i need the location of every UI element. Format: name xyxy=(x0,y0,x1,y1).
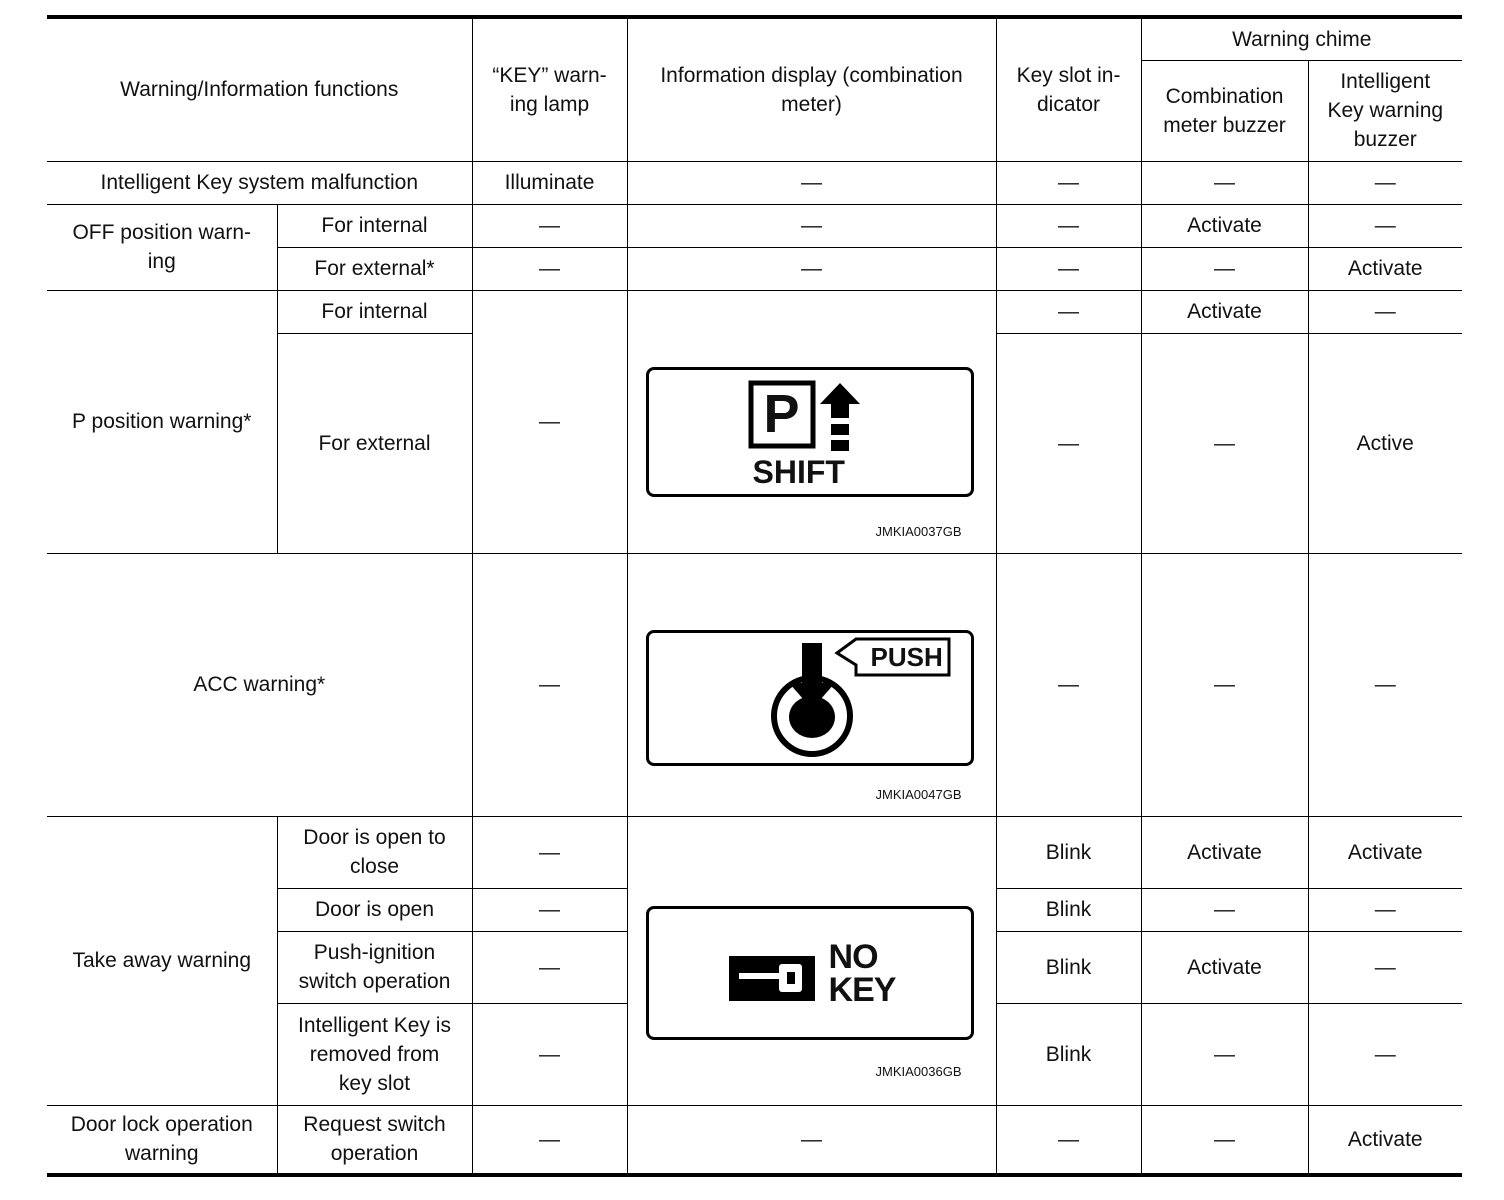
ik-buzzer-value: — xyxy=(1308,1003,1462,1105)
key-icon xyxy=(649,909,971,1037)
figure-code: JMKIA0047GB xyxy=(875,786,962,802)
nokey-line-1: NO xyxy=(828,937,878,976)
ik-buzzer-value: — xyxy=(1308,290,1462,333)
condition-label: Intelligent Key is removed from key slot xyxy=(277,1003,472,1105)
combo-buzzer-value: — xyxy=(1141,247,1308,290)
key-lamp-value: — xyxy=(472,553,627,816)
table-row xyxy=(47,290,1462,333)
combo-buzzer-value: Activate xyxy=(1141,290,1308,333)
combo-buzzer-value: — xyxy=(1141,1003,1308,1105)
nokey-line-2: KEY xyxy=(828,970,896,1009)
header-combination-buzzer: Combination meter buzzer xyxy=(1141,60,1308,161)
key-slot-value: Blink xyxy=(996,931,1141,1003)
key-slot-value: — xyxy=(996,333,1141,553)
condition-label: For internal xyxy=(277,204,472,247)
display-value: — xyxy=(627,204,996,247)
condition-label: Push-ignition switch operation xyxy=(277,931,472,1003)
key-slot-value: Blink xyxy=(996,816,1141,888)
function-label: OFF position warn-ing xyxy=(47,204,277,290)
display-figure-cell xyxy=(627,290,996,553)
ik-buzzer-value: Activate xyxy=(1308,247,1462,290)
function-label: ACC warning* xyxy=(47,553,472,816)
key-slot-value: — xyxy=(996,553,1141,816)
header-key-slot: Key slot in-dicator xyxy=(996,17,1141,161)
key-slot-value: — xyxy=(996,161,1141,204)
key-slot-value: — xyxy=(996,290,1141,333)
key-lamp-value: — xyxy=(472,816,627,888)
key-lamp-value: — xyxy=(472,290,627,553)
key-slot-value: Blink xyxy=(996,888,1141,931)
function-label: Take away warning xyxy=(47,816,277,1105)
shift-display-panel xyxy=(646,367,974,497)
key-slot-value: — xyxy=(996,1105,1141,1175)
display-figure-cell xyxy=(627,816,996,1105)
key-lamp-value: — xyxy=(472,1003,627,1105)
ik-buzzer-value: — xyxy=(1308,553,1462,816)
header-ik-buzzer: Intelligent Key warning buzzer xyxy=(1308,60,1462,161)
function-label: P position warning* xyxy=(47,290,277,553)
key-lamp-value: Illuminate xyxy=(472,161,627,204)
ik-buzzer-value: — xyxy=(1308,161,1462,204)
warning-function-table xyxy=(47,15,1462,1177)
condition-label: Request switch operation xyxy=(277,1105,472,1175)
key-slot-value: Blink xyxy=(996,1003,1141,1105)
ik-buzzer-value: Activate xyxy=(1308,816,1462,888)
ik-buzzer-value: Active xyxy=(1308,333,1462,553)
header-functions: Warning/Information functions xyxy=(47,17,472,161)
combo-buzzer-value: Activate xyxy=(1141,816,1308,888)
nokey-label xyxy=(828,937,896,1009)
table-row xyxy=(47,1105,1462,1175)
combo-buzzer-value: — xyxy=(1141,161,1308,204)
condition-label: Door is open xyxy=(277,888,472,931)
key-lamp-value: — xyxy=(472,204,627,247)
park-letter: P xyxy=(763,383,800,444)
table-row xyxy=(47,816,1462,888)
combo-buzzer-value: Activate xyxy=(1141,204,1308,247)
display-value: — xyxy=(627,247,996,290)
key-slot-value: — xyxy=(996,247,1141,290)
key-lamp-value: — xyxy=(472,247,627,290)
nokey-display-panel xyxy=(646,906,974,1040)
figure-code: JMKIA0036GB xyxy=(875,1063,962,1079)
combo-buzzer-value: Activate xyxy=(1141,931,1308,1003)
nokey-figure xyxy=(628,817,996,1105)
shift-figure xyxy=(628,291,996,553)
key-lamp-value: — xyxy=(472,931,627,1003)
key-lamp-value: — xyxy=(472,1105,627,1175)
push-figure xyxy=(628,554,996,816)
table-row xyxy=(47,204,1462,247)
combo-buzzer-value: — xyxy=(1141,333,1308,553)
combo-buzzer-value: — xyxy=(1141,1105,1308,1175)
condition-label: Door is open to close xyxy=(277,816,472,888)
combo-buzzer-value: — xyxy=(1141,888,1308,931)
header-key-lamp: “KEY” warn-ing lamp xyxy=(472,17,627,161)
ik-buzzer-value: — xyxy=(1308,888,1462,931)
condition-label: For external xyxy=(277,333,472,553)
key-slot-value: — xyxy=(996,204,1141,247)
ik-buzzer-value: — xyxy=(1308,931,1462,1003)
table-row xyxy=(47,553,1462,816)
display-value: — xyxy=(627,161,996,204)
header-warning-chime: Warning chime xyxy=(1141,17,1462,60)
display-figure-cell xyxy=(627,553,996,816)
ik-buzzer-value: Activate xyxy=(1308,1105,1462,1175)
header-info-display: Information display (combination meter) xyxy=(627,17,996,161)
ik-buzzer-value: — xyxy=(1308,204,1462,247)
shift-label: SHIFT xyxy=(752,453,845,490)
combo-buzzer-value: — xyxy=(1141,553,1308,816)
key-lamp-value: — xyxy=(472,888,627,931)
table-row xyxy=(47,161,1462,204)
condition-label: For external* xyxy=(277,247,472,290)
push-label: PUSH xyxy=(870,641,943,672)
display-value: — xyxy=(627,1105,996,1175)
function-label: Door lock operation warning xyxy=(47,1105,277,1175)
push-display-panel xyxy=(646,630,974,766)
condition-label: For internal xyxy=(277,290,472,333)
function-label: Intelligent Key system malfunction xyxy=(47,161,472,204)
figure-code: JMKIA0037GB xyxy=(875,523,962,539)
